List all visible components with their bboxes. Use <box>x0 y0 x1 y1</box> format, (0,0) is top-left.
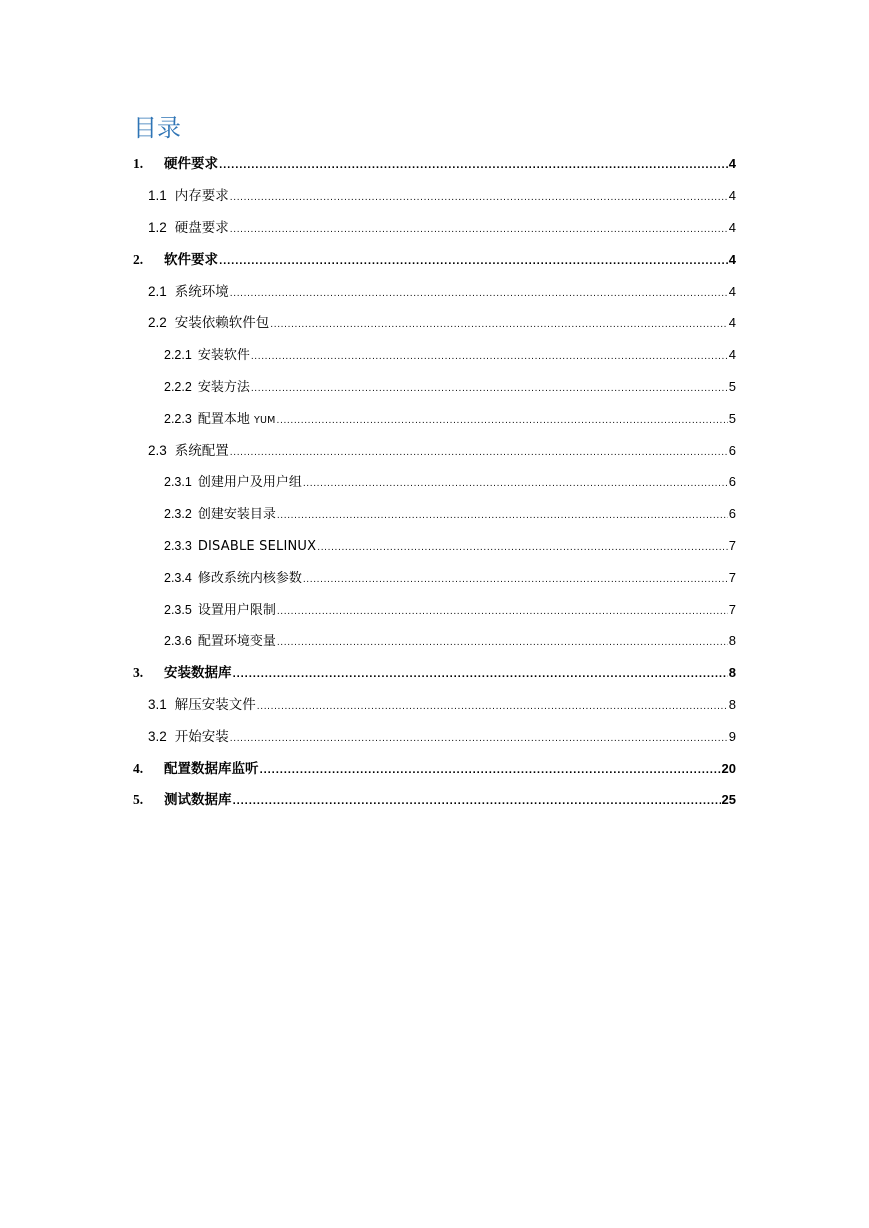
toc-entry-page: 8 <box>728 665 736 680</box>
toc-entry-number: 1. <box>133 156 144 171</box>
toc-entry[interactable] <box>164 344 736 366</box>
toc-entry-number: 3.1 <box>148 697 167 712</box>
toc-entry-label <box>198 409 276 432</box>
toc-entry-number: 2.3.4 <box>164 571 192 585</box>
dot-leader <box>219 251 728 273</box>
toc-entry-page: 4 <box>728 252 736 267</box>
dot-leader <box>251 346 728 368</box>
toc-entry-label-suffix: YUM <box>253 415 276 426</box>
toc-entry-label: 配置环境变量 <box>197 634 276 649</box>
toc-entry[interactable] <box>133 758 736 780</box>
dot-leader <box>270 314 727 336</box>
toc-entry-page: 4 <box>728 156 736 171</box>
toc-entry[interactable] <box>164 567 736 589</box>
toc-entry-label-text: 配置本地 <box>197 412 250 427</box>
toc-entry-label: 设置用户限制 <box>197 603 276 618</box>
toc-entry[interactable] <box>164 408 736 430</box>
dot-leader <box>233 791 721 813</box>
dot-leader <box>317 537 728 559</box>
toc-entry-label: 硬盘要求 <box>174 220 229 236</box>
dot-leader <box>303 569 728 591</box>
toc-entry-number: 2.3 <box>148 443 167 458</box>
dot-leader <box>233 664 728 686</box>
dot-leader <box>251 378 728 400</box>
toc-entry-page: 6 <box>728 474 736 489</box>
toc-entry[interactable] <box>148 217 736 239</box>
dot-leader <box>230 187 728 209</box>
dot-leader <box>277 601 728 623</box>
toc-entry-label: 安装数据库 <box>164 665 232 681</box>
toc-entry-page: 4 <box>728 315 736 330</box>
toc-entry-page: 8 <box>728 633 736 648</box>
toc-entry[interactable] <box>133 662 736 684</box>
toc-entry-label: 系统配置 <box>174 443 229 459</box>
toc-entry-label: 解压安装文件 <box>174 697 256 713</box>
toc-entry-number: 2.3.1 <box>164 475 192 489</box>
toc-entry-label: 开始安装 <box>174 729 229 745</box>
toc-entry-page: 6 <box>728 506 736 521</box>
toc-entry-page: 25 <box>721 792 736 807</box>
toc-entry-label: 系统环境 <box>174 284 229 300</box>
toc-entry-label: 配置数据库监听 <box>164 761 259 777</box>
toc-entry-number: 2.3.5 <box>164 603 192 617</box>
toc-entry[interactable] <box>148 726 736 748</box>
toc-entry[interactable] <box>164 503 736 525</box>
toc-entry[interactable] <box>148 440 736 462</box>
dot-leader <box>277 505 728 527</box>
toc-entry-label: 安装依赖软件包 <box>174 315 270 331</box>
toc-entry-number: 1.1 <box>148 188 167 203</box>
toc-entry-label: 软件要求 <box>164 252 218 268</box>
toc-entry-page: 4 <box>728 220 736 235</box>
toc-entry-number: 2.1 <box>148 284 167 299</box>
toc-entry-label: 创建安装目录 <box>197 507 276 522</box>
toc-entry-label: 安装方法 <box>197 380 250 395</box>
toc-entry-page: 7 <box>728 602 736 617</box>
toc-entry-number: 1.2 <box>148 220 167 235</box>
toc-entry[interactable] <box>148 281 736 303</box>
toc-entry-page: 9 <box>728 729 736 744</box>
toc-entry[interactable] <box>133 789 736 811</box>
toc-entry-page: 5 <box>728 411 736 426</box>
toc-entry-number: 2.2.2 <box>164 380 192 394</box>
toc-entry-number: 2.3.2 <box>164 507 192 521</box>
toc-entry-number: 2.2.1 <box>164 348 192 362</box>
toc-entry[interactable] <box>133 153 736 175</box>
dot-leader <box>260 760 721 782</box>
toc-entry[interactable] <box>164 599 736 621</box>
toc-entry-number: 2.3.6 <box>164 634 192 648</box>
toc-entry-page: 6 <box>728 443 736 458</box>
dot-leader <box>230 283 728 305</box>
toc-entry-page: 4 <box>728 188 736 203</box>
dot-leader <box>230 728 728 750</box>
toc-entry-page: 20 <box>721 761 736 776</box>
toc-entry[interactable] <box>148 185 736 207</box>
dot-leader <box>219 155 728 177</box>
toc-entry[interactable] <box>133 249 736 271</box>
toc-entry-number: 3. <box>133 665 144 680</box>
toc-entry-label: 创建用户及用户组 <box>197 475 302 490</box>
toc-entry-page: 4 <box>728 284 736 299</box>
toc-entry-label: 安装软件 <box>197 348 250 363</box>
dot-leader <box>277 632 728 654</box>
toc-entry-number: 5. <box>133 792 144 807</box>
toc-entry-page: 8 <box>728 697 736 712</box>
toc-entry-label: 修改系统内核参数 <box>197 571 302 586</box>
toc-title: 目录 <box>133 114 181 142</box>
toc-entry-label: 内存要求 <box>174 188 229 204</box>
toc-entry-number: 3.2 <box>148 729 167 744</box>
toc-entry[interactable] <box>164 376 736 398</box>
dot-leader <box>257 696 728 718</box>
toc-entry-label: 测试数据库 <box>164 792 232 808</box>
toc-entry-number: 2.2.3 <box>164 412 192 426</box>
toc-entry-page: 7 <box>728 570 736 585</box>
dot-leader <box>277 410 728 432</box>
toc-entry-page: 7 <box>728 538 736 553</box>
toc-entry[interactable] <box>164 630 736 652</box>
dot-leader <box>230 219 728 241</box>
toc-entry-label: 硬件要求 <box>164 156 218 172</box>
toc-entry[interactable] <box>148 694 736 716</box>
toc-entry-number: 2.2 <box>148 315 167 330</box>
toc-entry-page: 4 <box>728 347 736 362</box>
toc-entry-number: 4. <box>133 761 144 776</box>
dot-leader <box>303 473 728 495</box>
dot-leader <box>230 442 728 464</box>
toc-entry[interactable] <box>164 471 736 493</box>
toc-entry-label: DISABLE SELINUX <box>197 539 317 554</box>
toc-entry-page: 5 <box>728 379 736 394</box>
toc-entry[interactable] <box>164 535 736 557</box>
toc-entry[interactable] <box>148 312 736 334</box>
toc-entry-number: 2.3.3 <box>164 539 192 553</box>
toc-entry-number: 2. <box>133 252 144 267</box>
